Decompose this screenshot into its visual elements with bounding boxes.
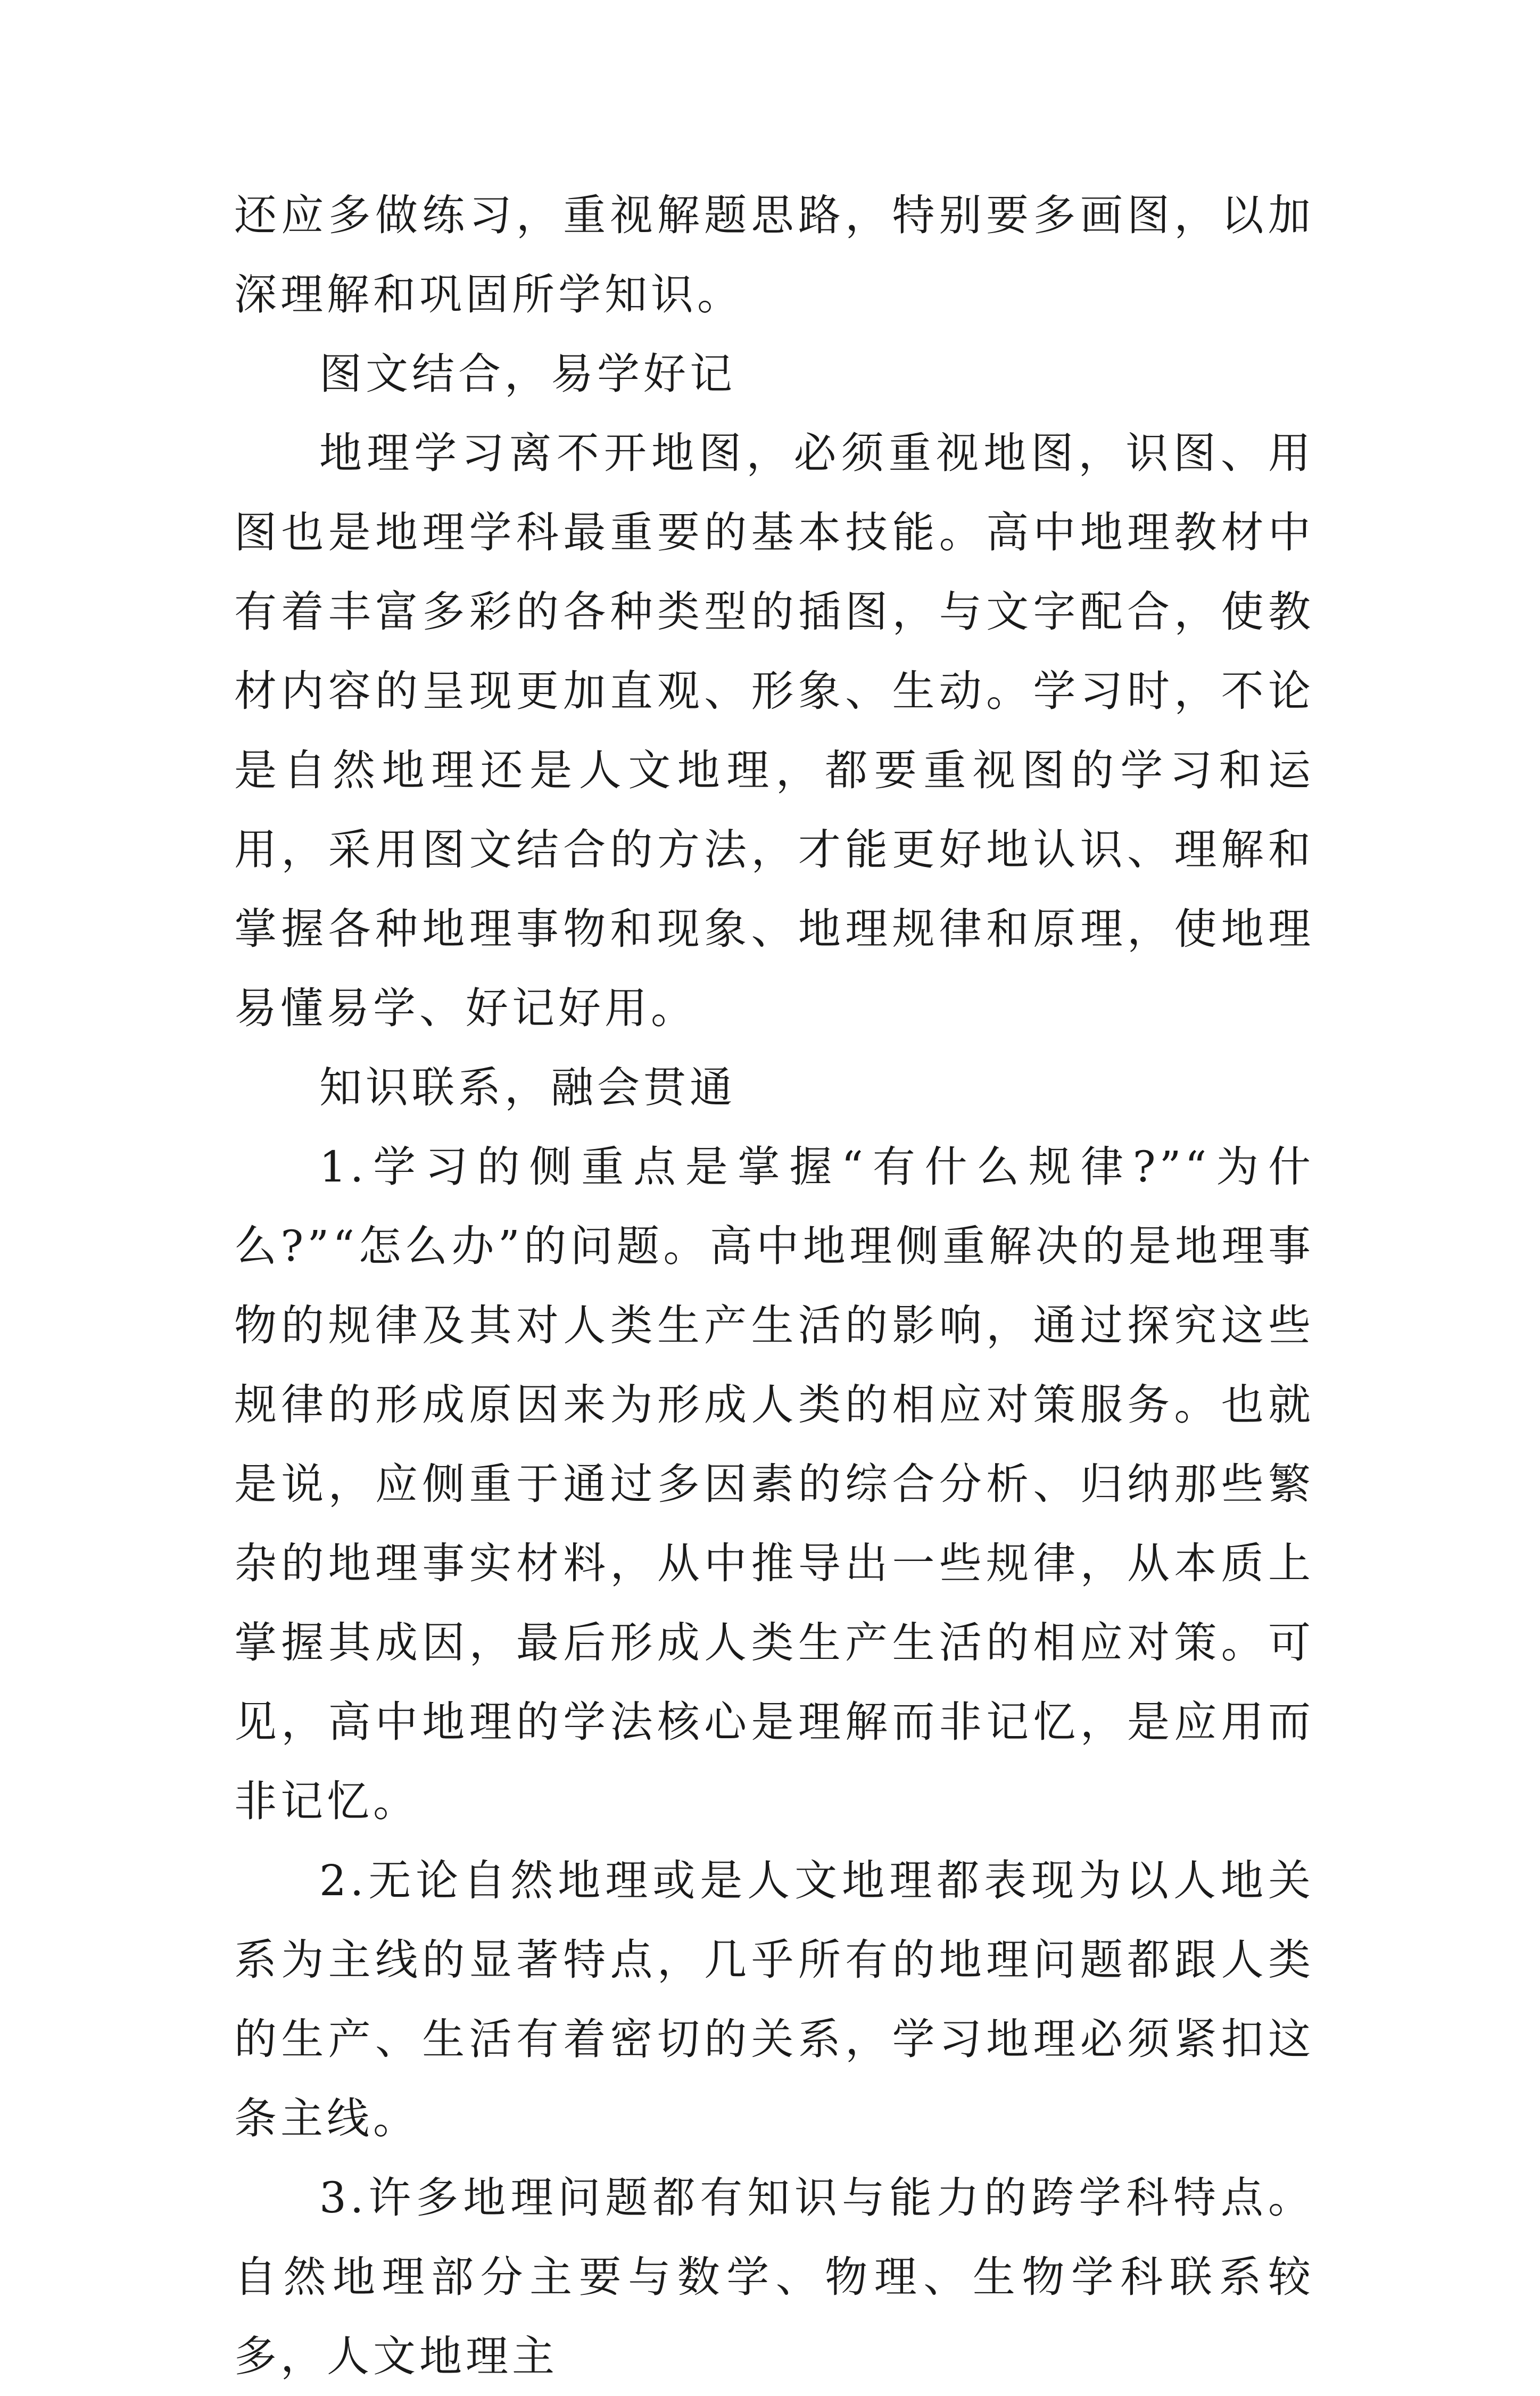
section-heading-map-text: 图文结合，易学好记 bbox=[319, 349, 736, 399]
paragraph-point-3: 3.许多地理问题都有知识与能力的跨学科特点。自然地理部分主要与数学、物理、生物学科联系较多，人文地理主 bbox=[234, 2173, 1314, 2381]
section-heading-knowledge-links: 知识联系，融会贯通 bbox=[319, 1063, 736, 1112]
paragraph-point-1: 1.学习的侧重点是掌握“有什么规律?”“为什么?”“怎么办”的问题。高中地理侧重解决的是地理事物的规律及其对人类生产生活的影响，通过探究这些规律的形成原因来为形成人类的相应对策服务。也就是说，应侧重于通过多因素的综合分析、归纳那些繁杂的地理事实材料，从中推导出一些规律，从本质上掌握其成因，最后形成人类生产生活的相应对策。可见，高中地理的学法核心是理解而非记忆，是应用而非记忆。 bbox=[234, 1142, 1314, 1826]
paragraph-point-2: 2.无论自然地理或是人文地理都表现为以人地关系为主线的显著特点，几乎所有的地理问题都跟人类的生产、生活有着密切的关系，学习地理必须紧扣这条主线。 bbox=[234, 1856, 1314, 2143]
paragraph-continuation: 还应多做练习，重视解题思路，特别要多画图，以加深理解和巩固所学知识。 bbox=[234, 191, 1314, 319]
paragraph-maps: 地理学习离不开地图，必须重视地图，识图、用图也是地理学科最重要的基本技能。高中地理教材中有着丰富多彩的各种类型的插图，与文字配合，使教材内容的呈现更加直观、形象、生动。学习时，不论是自然地理还是人文地理，都要重视图的学习和运用，采用图文结合的方法，才能更好地认识、理解和掌握各种地理事物和现象、地理规律和原理，使地理易懂易学、好记好用。 bbox=[234, 428, 1314, 1033]
document-body bbox=[234, 176, 1314, 2396]
